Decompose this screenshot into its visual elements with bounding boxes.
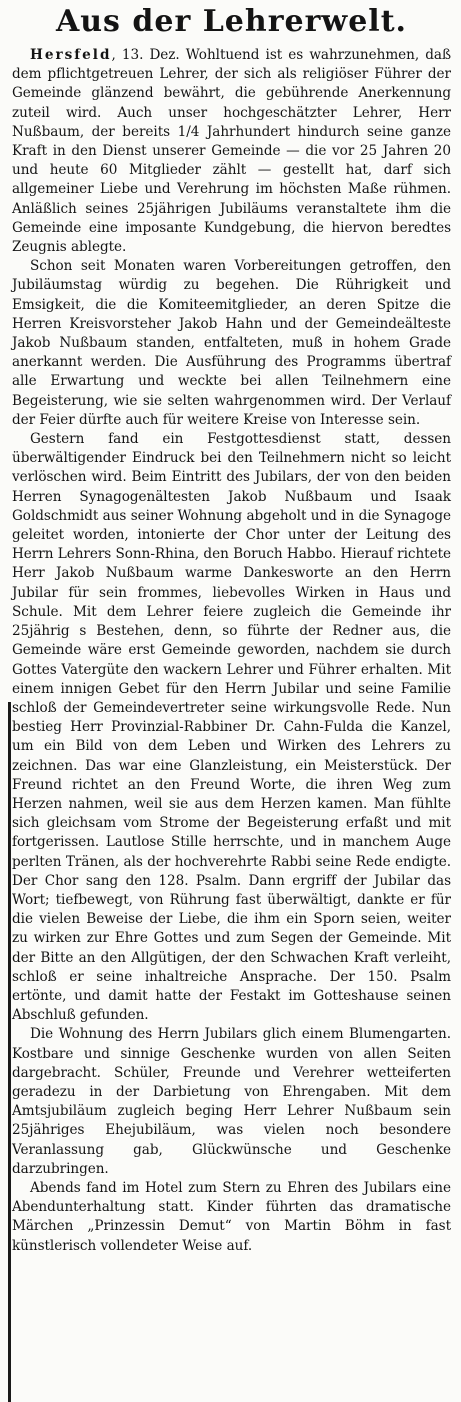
article-headline: Aus der Lehrerwelt. (55, 4, 408, 39)
column-cut-line (8, 702, 11, 1402)
dateline: Hersfeld (30, 47, 112, 63)
article-paragraph-1: Hersfeld, 13. Dez. Wohltuend ist es wahrzunehmen, daß dem pflichtgetreuen Lehrer, der sich als religiöser Führer der Gemeinde glänzend bewährt, die gebührende Anerkennung zuteil wird. Auch unser hochgeschätzter Lehrer, Herr Nußbaum, der bereits 1/4 Jahrhundert hindurch seine ganze Kraft in den Dienst unserer Gemeinde — die vor 25 Jahren 20 und heute 60 Mitglieder zählt — gestellt hat, darf sich allgemeiner Liebe und Verehrung im höchsten Maße rühmen. Anläßlich seines 25jährigen Jubiläums veranstaltete ihm die Gemeinde eine imposante Kundgebung, die hiervon beredtes Zeugnis ablegte. (12, 47, 451, 256)
paragraph-1-text: 13. Dez. Wohltuend ist es wahrzunehmen, daß dem pflichtgetreuen Lehrer, der sich als religiöser Führer der Gemeinde glänzend bewährt, die gebührende Anerkennung zuteil wird. Auch unser hochgeschätzter Lehrer, Herr Nußbaum, der bereits 1/4 Jahrhundert hindurch seine ganze Kraft in den Dienst unserer Gemeinde — die vor 25 Jahren 20 und heute 60 Mitglieder zählt — gestellt hat, darf sich allgemeiner Liebe und Verehrung im höchsten Maße rühmen. Anläßlich seines 25jährigen Jubiläums veranstaltete ihm die Gemeinde eine imposante Kundgebung, die hiervon beredtes Zeugnis ablegte. (12, 47, 451, 256)
article-paragraph-5: Abends fand im Hotel zum Stern zu Ehren des Jubilars eine Abendunterhaltung statt. Kinder führten das dramatische Märchen „Prinzessin Demut“ von Martin Böhm in fast künstlerisch vollendeter Weise auf. (12, 1179, 451, 1254)
article-paragraph-4: Die Wohnung des Herrn Jubilars glich einem Blumengarten. Kostbare und sinnige Geschenke wurden von allen Seiten dargebracht. Schüler, Freunde und Verehrer wetteiferten geradezu in der Darbietung von Ehrengaben. Mit dem Amtsjubiläum zugleich beging Herr Lehrer Nußbaum sein 25jähriges Ehejubiläum, was vielen noch besondere Veranlassung gab, Glückwünsche und Geschenke darzubringen. (12, 1026, 451, 1177)
article-paragraph-2: Schon seit Monaten waren Vorbereitungen getroffen, den Jubiläumstag würdig zu begehen. Die Rührigkeit und Emsigkeit, die die Komiteemitglieder, an deren Spitze die Herren Kreisvorsteher Jakob Hahn und der Gemeindeälteste Jakob Nußbaum standen, entfalteten, muß in hohem Grade anerkannt werden. Die Ausführung des Programms übertraf alle Erwartung und weckte bei allen Teilnehmern eine Begeisterung, wie sie selten wahrgenommen wird. Der Verlauf der Feier dürfte auch für weitere Kreise von Interesse sein. (12, 258, 451, 428)
article-paragraph-3: Gestern fand ein Festgottesdienst statt, dessen überwältigender Eindruck bei den Teilnehmern nicht so leicht verlöschen wird. Beim Eintritt des Jubilars, der von den beiden Herren Synagogenältesten Jakob Nußbaum und Isaak Goldschmidt aus seiner Wohnung abgeholt und in die Synagoge geleitet worden, intonierte der Chor unter der Leitung des Herrn Lehrers Sonn-Rhina, den Boruch Habbo. Hierauf richtete Herr Jakob Nußbaum warme Dankesworte an den Herrn Jubilar für sein frommes, liebevolles Wirken in Haus und Schule. Mit dem Lehrer feiere zugleich die Gemeinde ihr 25jährig s Bestehen, denn, so führte der Redner aus, die Gemeinde wäre erst Gemeinde geworden, nachdem sie durch Gottes Vatergüte den wackern Lehrer und Führer erhalten. Mit einem innigen Gebet für den Herrn Jubilar und seine Familie schloß der Gemeindevertreter seine wirkungsvolle Rede. Nun bestieg Herr Provinzial-Rabbiner Dr. Cahn-Fulda die Kanzel, um ein Bild von dem Leben und Wirken des Lehrers zu zeichnen. Das war eine Glanzleistung, ein Meisterstück. Der Freund richtet an den Freund Worte, die ihren Weg zum Herzen nahmen, weil sie aus dem Herzen kamen. Man fühlte sich gleichsam vom Strome der Begeisterung erfaßt und mit fortgerissen. Lautlose Stille herrschte, und in manchem Auge perlten Tränen, als der hochverehrte Rabbi seine Rede endigte. Der Chor sang den 128. Psalm. Dann ergriff der Jubilar das Wort; tiefbewegt, von Rührung fast überwältigt, dankte er für die vielen Beweise der Liebe, die ihm ein Sporn seien, weiter zu wirken zur Ehre Gottes und zum Segen der Gemeinde. Mit der Bitte an den Allgütigen, der den Schwachen Kraft verleiht, schloß er seine inhaltreiche Ansprache. Der 150. Psalm ertönte, und damit hatte der Festakt im Gotteshause seinen Abschluß gefunden. (12, 431, 451, 1024)
